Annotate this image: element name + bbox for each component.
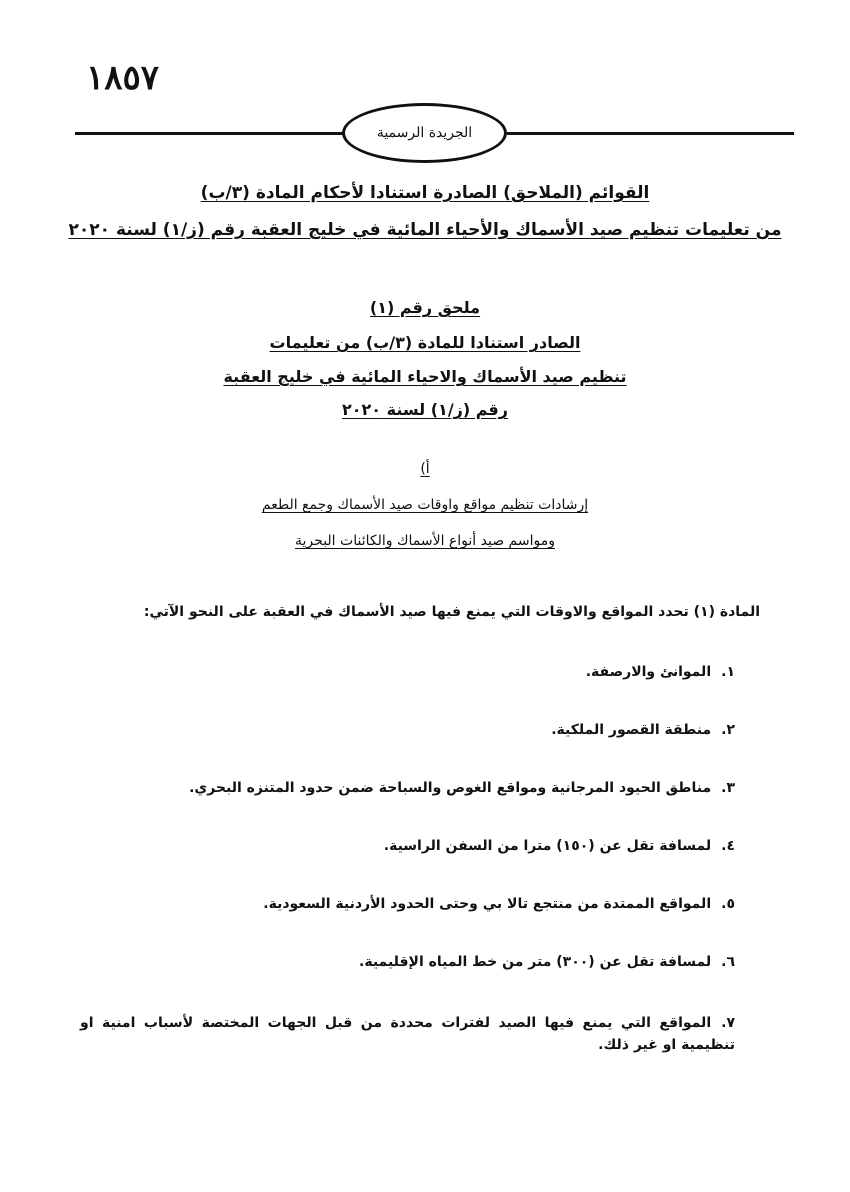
document-title-line-2: من تعليمات تنظيم صيد الأسماك والأحياء المائية في خليج العقبة رقم (ز/١) لسنة ٢٠٢٠ [68,220,782,240]
list-item-text: المواقع الممتدة من منتجع تالا بي وحتى الحدود الأردنية السعودية. [263,896,712,912]
section-letter: أ) [420,461,430,477]
header-rule-right [507,132,794,135]
list-item [384,838,735,854]
list-item-number: ٦. [721,954,735,970]
list-item [551,722,735,738]
list-item [189,780,735,796]
section-heading-line-1: إرشادات تنظيم مواقع واوقات صيد الأسماك وجمع الطعم [261,497,589,513]
page-number: ١٨٥٧ [86,58,160,98]
annex-heading-line-4: رقم (ز/١) لسنة ٢٠٢٠ [342,400,508,419]
list-item [586,664,735,680]
list-item-number: ٧. [721,1015,735,1031]
list-item [263,896,735,912]
list-item-text: لمسافة تقل عن (٣٠٠) متر من خط المياه الإقليمية. [359,954,712,970]
list-item-number: ٥. [721,896,735,912]
list-item-text: المواقع التي يمنع فيها الصيد لفترات محددة من قبل الجهات المختصة لأسباب امنية او تنظيمية او غير ذلك. [80,1015,735,1053]
list-item-number: ٣. [721,780,735,796]
annex-heading-line-1: ملحق رقم (١) [369,298,481,317]
gazette-header-oval [342,103,507,163]
gazette-name: الجريدة الرسمية [376,125,473,141]
list-item [359,954,735,970]
annex-heading-line-2: الصادر استنادا للمادة (٣/ب) من تعليمات [269,333,581,352]
list-item [80,1012,735,1056]
list-item-text: لمسافة تقل عن (١٥٠) مترا من السفن الراسية. [383,838,712,854]
article-intro: المادة (١) تحدد المواقع والاوقات التي يمنع فيها صيد الأسماك في العقبة على النحو الآتي: [143,604,760,620]
list-item-number: ١. [721,664,735,680]
annex-heading-line-3: تنظيم صيد الأسماك والاحياء المائية في خليج العقبة [223,367,627,386]
list-item-number: ٢. [721,722,735,738]
list-item-number: ٤. [721,838,735,854]
list-item-text: منطقة القصور الملكية. [551,722,712,738]
header-rule-left [75,132,345,135]
list-item-text: الموانئ والارصفة. [585,664,712,680]
document-title-line-1: القوائم (الملاحق) الصادرة استنادا لأحكام المادة (٣/ب) [200,183,650,203]
list-item-text: مناطق الحيود المرجانية ومواقع الغوص والسباحة ضمن حدود المتنزه البحري. [189,780,712,796]
section-heading-line-2: ومواسم صيد أنواع الأسماك والكائنات البحرية [295,533,555,549]
